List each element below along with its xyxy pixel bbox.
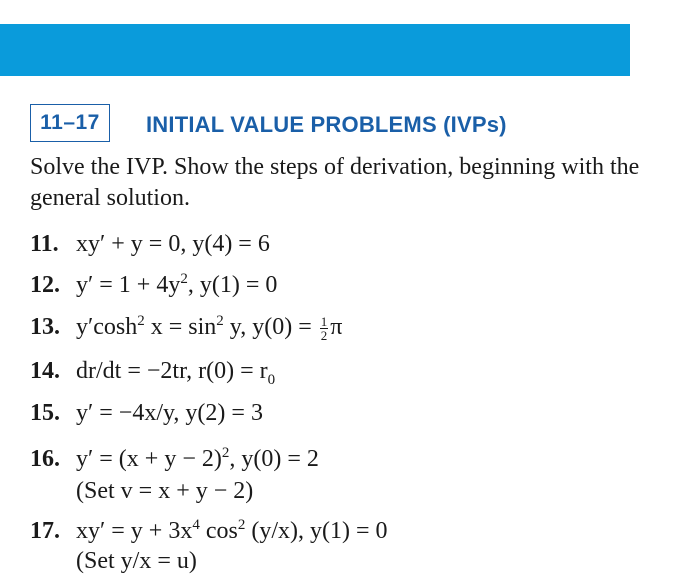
fraction-denominator: 2 xyxy=(320,327,328,343)
exponent: 2 xyxy=(221,445,230,461)
problem-equation: xy′ + y = 0, y(4) = 6 xyxy=(76,231,270,257)
equation-part: dr/dt = −2tr, r(0) = r xyxy=(76,358,268,384)
problem-number: 12. xyxy=(30,272,60,298)
problem-equation: y′ = −4x/y, y(2) = 3 xyxy=(76,400,263,426)
problem-number: 14. xyxy=(30,358,60,384)
problem-11 xyxy=(30,229,270,259)
equation-part: xy′ = y + 3x xyxy=(76,518,193,544)
problem-number: 11. xyxy=(30,231,59,257)
equation-part: , y(1) = 0 xyxy=(187,272,278,298)
equation-part: y, y(0) = xyxy=(223,314,318,340)
equation-part: π xyxy=(330,314,343,340)
problem-range-box: 11–17 xyxy=(30,104,110,142)
instructions-text: Solve the IVP. Show the steps of derivation, beginning with the general solution. xyxy=(30,154,640,211)
equation-part: x = sin xyxy=(144,314,217,340)
equation-part: (y/x), y(1) = 0 xyxy=(245,518,388,544)
top-color-band xyxy=(0,24,630,76)
section-title: INITIAL VALUE PROBLEMS (IVPs) xyxy=(146,112,507,137)
exponent: 4 xyxy=(192,517,200,533)
exponent: 2 xyxy=(237,517,246,533)
problem-16-hint: (Set v = x + y − 2) xyxy=(76,478,254,504)
equation-part: , y(0) = 2 xyxy=(229,446,319,472)
problem-17-hint: (Set y/x = u) xyxy=(76,548,197,574)
equation-part: y′cosh xyxy=(76,314,138,340)
problem-12 xyxy=(30,270,277,300)
problem-number: 17. xyxy=(30,518,60,544)
problem-15 xyxy=(30,398,263,428)
exponent: 2 xyxy=(180,271,188,287)
problem-number: 16. xyxy=(30,446,60,472)
problem-number: 15. xyxy=(30,400,60,426)
equation-part: cos xyxy=(199,518,238,544)
problem-16 xyxy=(30,444,319,474)
exponent: 2 xyxy=(216,313,224,329)
equation-part: y′ = 1 + 4y xyxy=(76,272,181,298)
fraction-numerator: 1 xyxy=(320,313,328,329)
equation-part: y′ = (x + y − 2) xyxy=(76,446,222,472)
subscript: 0 xyxy=(267,371,276,388)
exponent: 2 xyxy=(137,313,145,329)
problem-number: 13. xyxy=(30,314,60,340)
fraction xyxy=(320,315,329,342)
problem-14 xyxy=(30,356,275,386)
problem-17 xyxy=(30,516,388,546)
problem-13 xyxy=(30,312,342,342)
